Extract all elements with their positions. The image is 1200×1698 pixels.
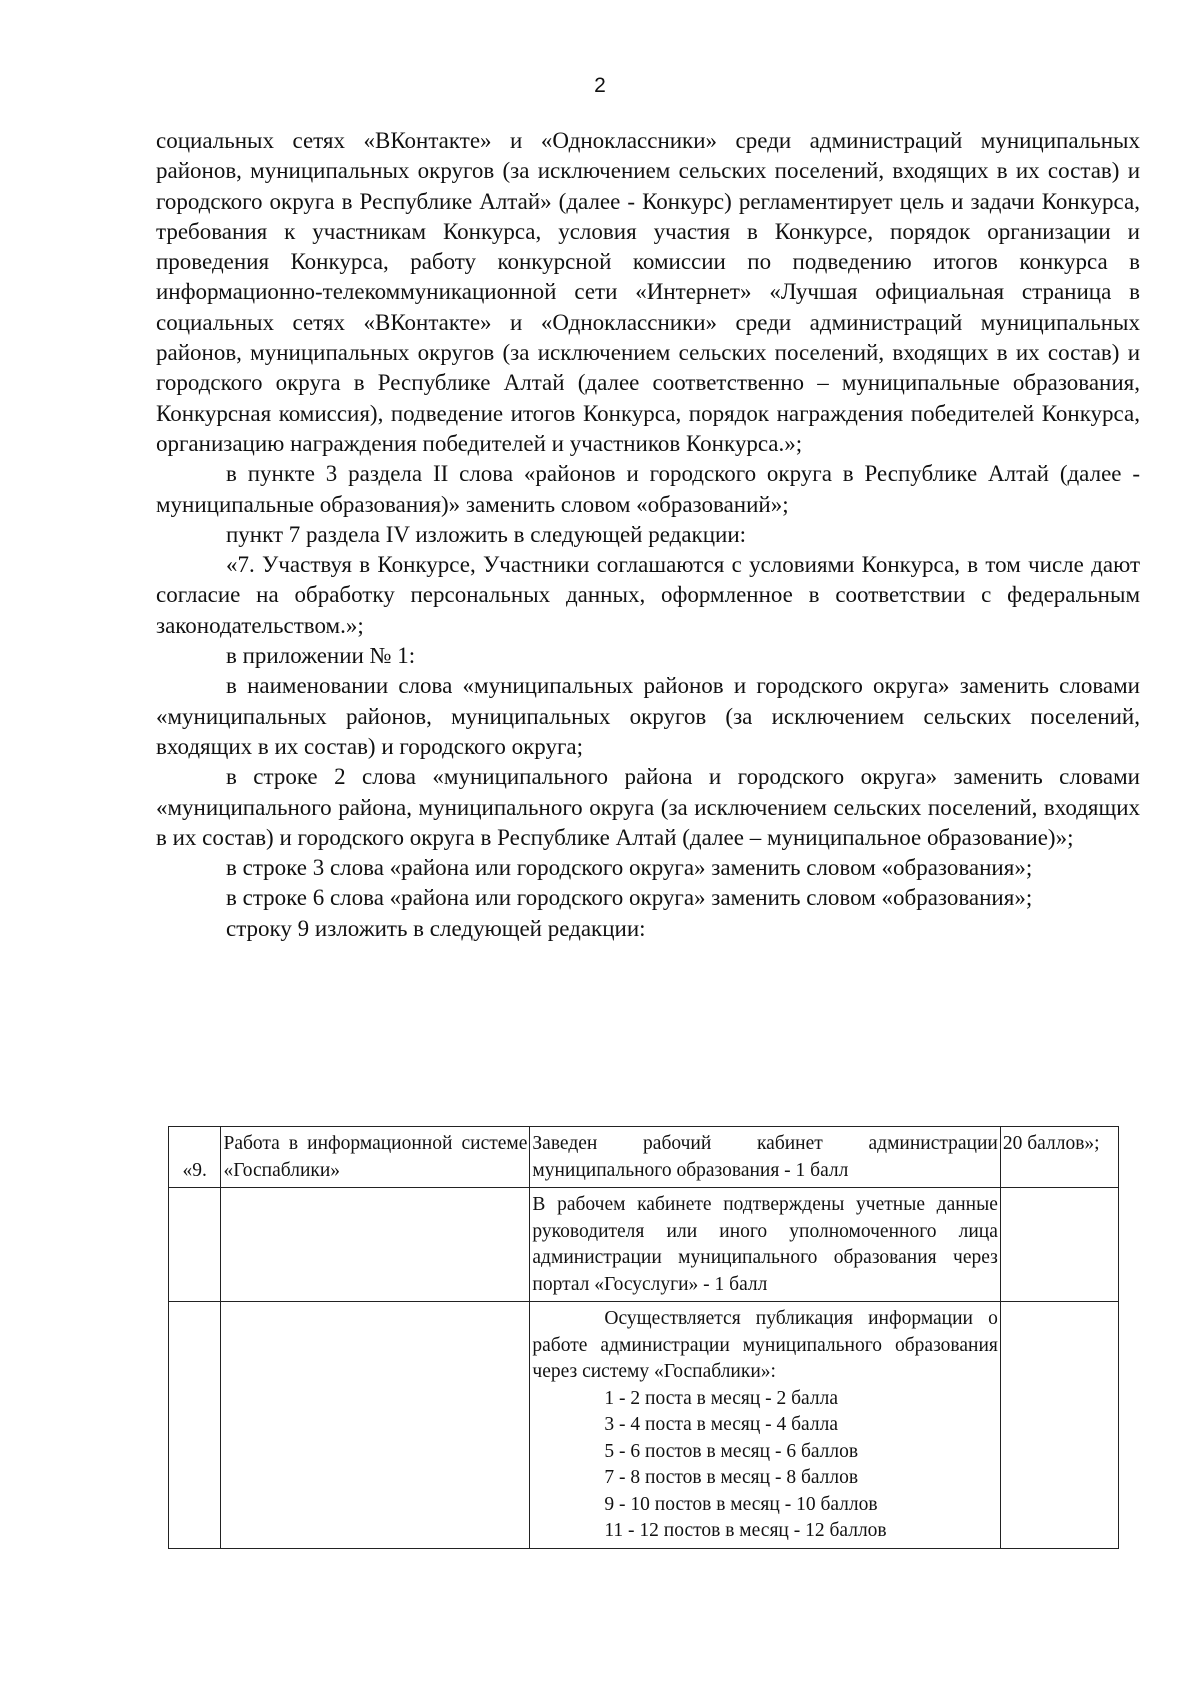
amendment-table	[168, 1126, 1119, 1549]
criterion-text: Заведен рабочий кабинет администрации муниципального образования - 1 балл	[532, 1133, 998, 1181]
table-row	[169, 1188, 1119, 1302]
list-item: 11 - 12 постов в месяц - 12 баллов	[604, 1520, 887, 1541]
paragraph: строку 9 изложить в следующей редакции:	[226, 915, 646, 941]
paragraph: в приложении № 1:	[226, 643, 416, 669]
row-number-cell	[169, 1302, 221, 1549]
page-number: 2	[594, 74, 606, 97]
criterion-text: Осуществляется публикация информации о работе администрации муниципального образования через систему «Госпаблики»:	[532, 1308, 998, 1382]
points-cell	[1000, 1188, 1118, 1302]
criterion-cell	[530, 1302, 1000, 1549]
paragraph: в пункте 3 раздела II слова «районов и городского округа в Республике Алтай (далее - муниципальные образования)» заменить словом «образований»;	[156, 461, 1140, 517]
document-body	[156, 126, 1140, 944]
criterion-cell	[530, 1188, 1000, 1302]
table-row	[169, 1302, 1119, 1549]
list-item: 1 - 2 поста в месяц - 2 балла	[604, 1387, 838, 1409]
criterion-text: В рабочем кабинете подтверждены учетные данные руководителя или иного уполномоченного лица администрации муниципального образования через портал «Госуслуги» - 1 балл	[532, 1194, 998, 1295]
criterion-name-cell	[221, 1127, 530, 1188]
list-item: 9 - 10 постов в месяц - 10 баллов	[604, 1493, 878, 1515]
criterion-name-cell	[221, 1188, 530, 1302]
points-text: 20 баллов»;	[1002, 1133, 1100, 1154]
points-cell	[1000, 1302, 1118, 1549]
paragraph: в наименовании слова «муниципальных районов и городского округа» заменить словами «муниципальных районов, муниципальных округов (за исключением сельских поселений, входящих в их состав) и городского округа;	[156, 673, 1140, 759]
paragraph: в строке 6 слова «района или городского округа» заменить словом «образования»;	[226, 885, 1033, 911]
row-number-cell	[169, 1188, 221, 1302]
criterion-cell	[530, 1127, 1000, 1188]
table-row	[169, 1127, 1119, 1188]
criterion-name-cell	[221, 1302, 530, 1549]
paragraph: в строке 3 слова «района или городского округа» заменить словом «образования»;	[226, 855, 1033, 881]
list-item: 7 - 8 постов в месяц - 8 баллов	[604, 1467, 859, 1488]
points-cell	[1000, 1127, 1118, 1188]
paragraph: пункт 7 раздела IV изложить в следующей редакции:	[226, 521, 747, 547]
list-item: 5 - 6 постов в месяц - 6 баллов	[604, 1440, 859, 1462]
list-item: 3 - 4 поста в месяц - 4 балла	[604, 1414, 838, 1435]
paragraph: «7. Участвуя в Конкурсе, Участники соглашаются с условиями Конкурса, в том числе дают согласие на обработку персональных данных, оформленное в соответствии с федеральным законодательством.»;	[156, 552, 1140, 638]
paragraph: социальных сетях «ВКонтакте» и «Одноклассники» среди администраций муниципальных районов, муниципальных округов (за исключением сельских поселений, входящих в их состав) и городского округа в Республике Алтай» (далее - Конкурс) регламентирует цель и задачи Конкурса, требования к участникам Конкурса, условия участия в Конкурсе, порядок организации и проведения Конкурса, работу конкурсной комиссии по подведению итогов конкурса в информационно-телекоммуникационной сети «Интернет» «Лучшая официальная страница в социальных сетях «ВКонтакте» и «Одноклассники» среди администраций муниципальных районов, муниципальных округов (за исключением сельских поселений, входящих в их состав) и городского округа в Республике Алтай (далее соответственно – муниципальные образования, Конкурсная комиссия), подведение итогов Конкурса, порядок награждения победителей Конкурса, организацию награждения победителей и участников Конкурса.»;	[156, 128, 1140, 456]
criterion-name: Работа в информационной системе «Госпаблики»	[223, 1133, 528, 1181]
row-number-cell: «9.	[169, 1127, 221, 1188]
paragraph: в строке 2 слова «муниципального района и городского округа» заменить словами «муниципального района, муниципального округа (за исключением сельских поселений, входящих в их состав) и городского округа в Республике Алтай (далее – муниципальное образование)»;	[156, 764, 1140, 850]
